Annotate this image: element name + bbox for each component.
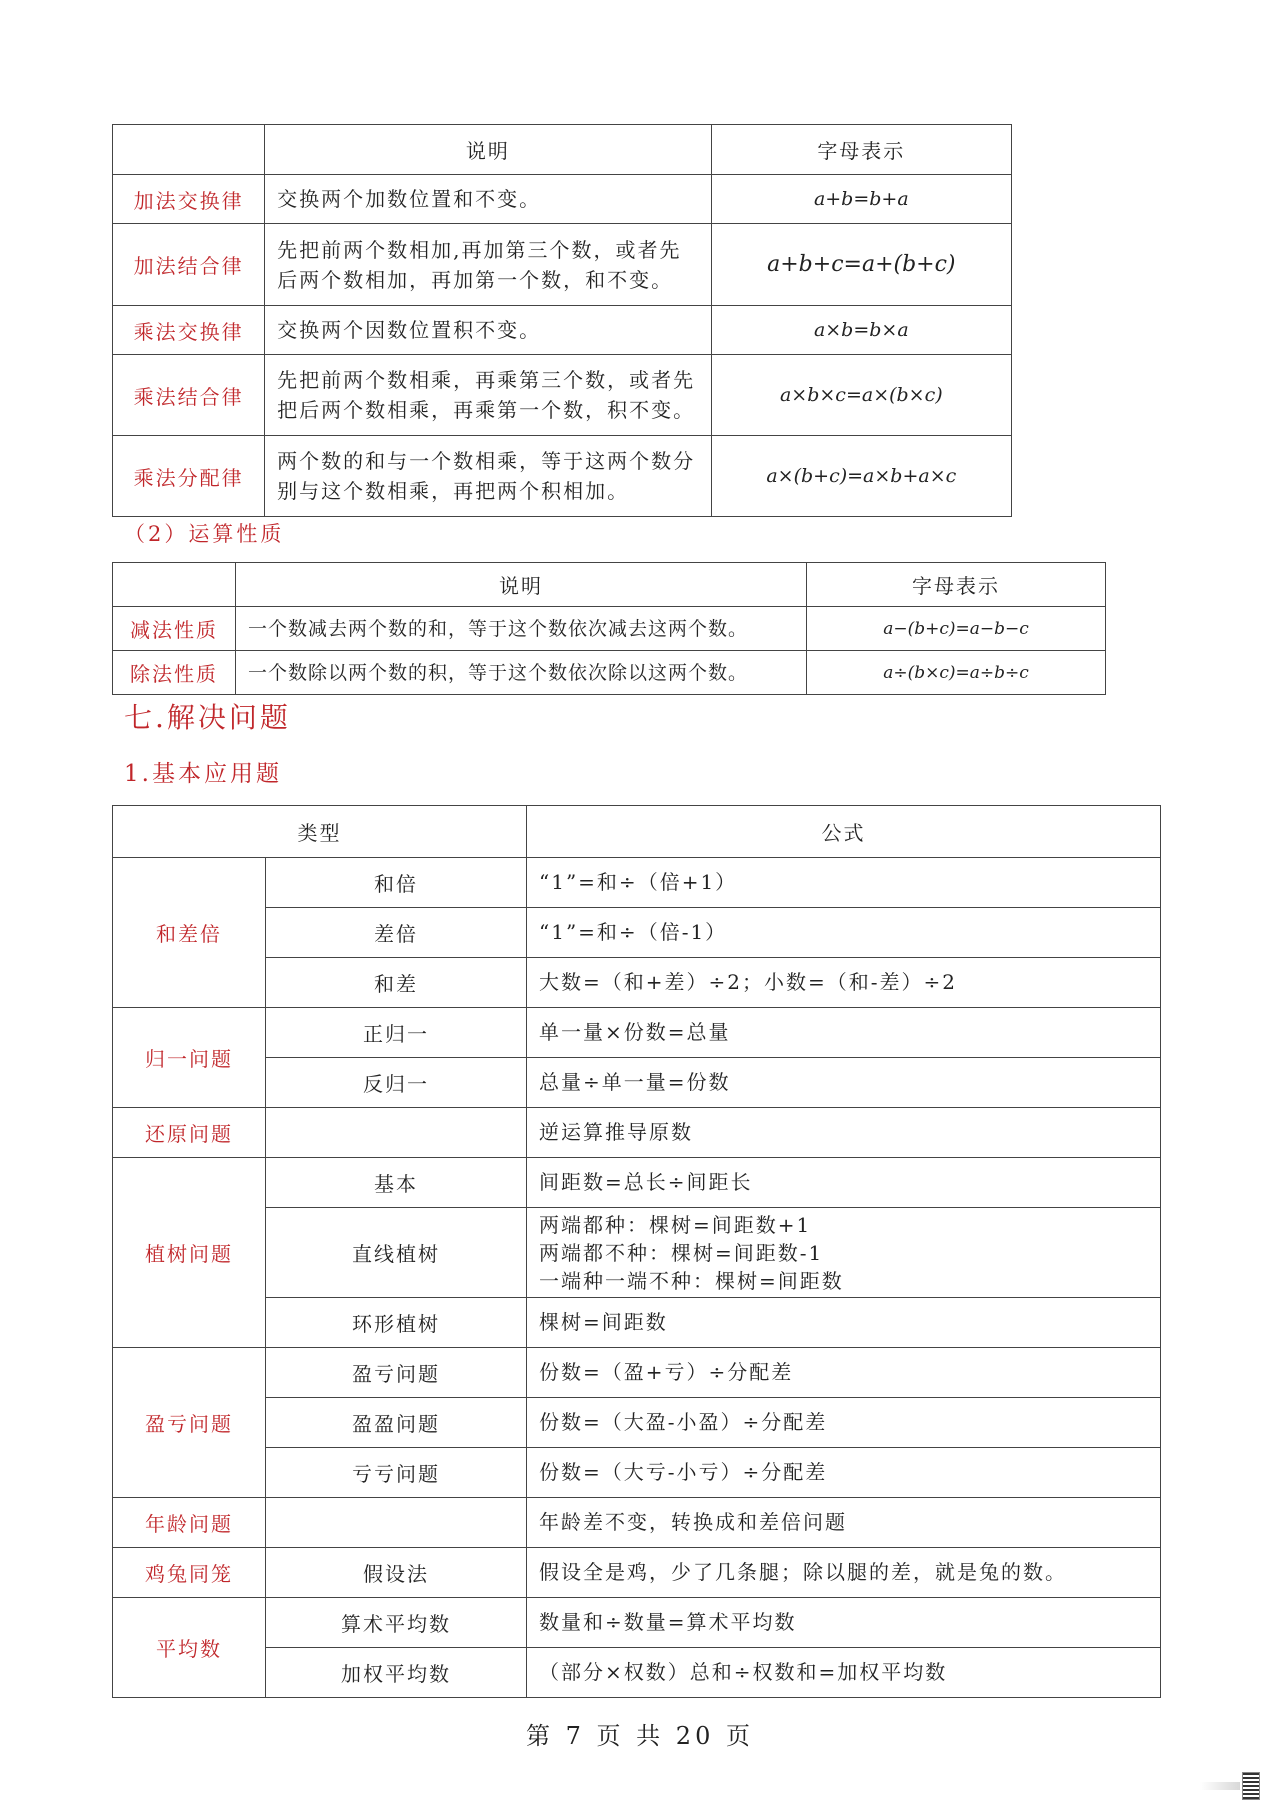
table-row	[113, 858, 1161, 908]
group-name: 和差倍	[113, 858, 266, 1008]
property-description: 一个数减去两个数的和，等于这个数依次减去这两个数。	[236, 607, 807, 651]
table-row	[113, 1348, 1161, 1398]
law-description: 交换两个因数位置积不变。	[265, 306, 711, 355]
property-description: 一个数除以两个数的积，等于这个数依次除以这两个数。	[236, 651, 807, 695]
header-description: 说明	[236, 563, 807, 607]
table-row	[113, 224, 1012, 306]
law-description: 先把前两个数相乘，再乘第三个数，或者先把后两个数相乘，再乘第一个数，积不变。	[265, 355, 711, 436]
scroll-track	[1200, 1782, 1240, 1790]
table-row	[113, 1008, 1161, 1058]
formula: 逆运算推导原数	[527, 1108, 1161, 1158]
scroll-handle-icon[interactable]	[1242, 1772, 1260, 1800]
formula: 份数=（大亏-小亏）÷分配差	[527, 1448, 1161, 1498]
subsection-title: 1.基本应用题	[124, 761, 282, 787]
formula: 年龄差不变，转换成和差倍问题	[527, 1498, 1161, 1548]
applications-table	[112, 805, 1161, 1698]
law-description: 两个数的和与一个数相乘，等于这两个数分别与这个数相乘，再把两个积相加。	[265, 436, 711, 517]
table-row	[113, 1398, 1161, 1448]
subtype: 反归一	[266, 1058, 527, 1108]
law-formula: a×b=b×a	[711, 306, 1011, 355]
section-title: 七.解决问题	[124, 701, 291, 734]
header-description: 说明	[265, 125, 711, 175]
subtype: 和倍	[266, 858, 527, 908]
subtype: 盈盈问题	[266, 1398, 527, 1448]
law-name: 加法交换律	[113, 175, 265, 224]
table-row	[113, 958, 1161, 1008]
formula: 总量÷单一量=份数	[527, 1058, 1161, 1108]
formula: 单一量×份数=总量	[527, 1008, 1161, 1058]
formula-multiline	[527, 1208, 1161, 1298]
property-name: 除法性质	[113, 651, 236, 695]
table-row	[113, 1648, 1161, 1698]
subtype	[266, 1108, 527, 1158]
subtype	[266, 1498, 527, 1548]
law-formula: a+b+c=a+(b+c)	[711, 224, 1011, 306]
subtype: 加权平均数	[266, 1648, 527, 1698]
table-row	[113, 1108, 1161, 1158]
table-row	[113, 355, 1012, 436]
law-formula: a×(b+c)=a×b+a×c	[711, 436, 1011, 517]
formula-line: 一端种一端不种：棵树=间距数	[539, 1268, 844, 1293]
header-blank	[113, 563, 236, 607]
law-name: 乘法交换律	[113, 306, 265, 355]
formula: “1”=和÷（倍+1）	[527, 858, 1161, 908]
formula: 间距数=总长÷间距长	[527, 1158, 1161, 1208]
formula: 份数=（盈+亏）÷分配差	[527, 1348, 1161, 1398]
scroll-grip[interactable]	[1200, 1770, 1262, 1800]
property-formula: a−(b+c)=a−b−c	[807, 607, 1106, 651]
group-name: 年龄问题	[113, 1498, 266, 1548]
table-row	[113, 1058, 1161, 1108]
subtype: 环形植树	[266, 1298, 527, 1348]
law-name: 加法结合律	[113, 224, 265, 306]
law-formula: a+b=b+a	[711, 175, 1011, 224]
group-name: 盈亏问题	[113, 1348, 266, 1498]
formula: 大数=（和+差）÷2；小数=（和-差）÷2	[527, 958, 1161, 1008]
subtype: 亏亏问题	[266, 1448, 527, 1498]
table-row	[113, 1598, 1161, 1648]
formula: 数量和÷数量=算术平均数	[527, 1598, 1161, 1648]
table-row	[113, 436, 1012, 517]
header-type: 类型	[113, 806, 527, 858]
formula-line: 两端都种：棵树=间距数+1	[539, 1212, 812, 1237]
subtype: 基本	[266, 1158, 527, 1208]
subtype: 假设法	[266, 1548, 527, 1598]
header-blank	[113, 125, 265, 175]
law-description: 交换两个加数位置和不变。	[265, 175, 711, 224]
group-name: 还原问题	[113, 1108, 266, 1158]
subtype: 算术平均数	[266, 1598, 527, 1648]
law-name: 乘法结合律	[113, 355, 265, 436]
table-row	[113, 1448, 1161, 1498]
table-header-row	[113, 563, 1106, 607]
table-row	[113, 175, 1012, 224]
properties-heading: （2）运算性质	[124, 522, 285, 546]
group-name: 植树问题	[113, 1158, 266, 1348]
table-row	[113, 1498, 1161, 1548]
formula: 棵树=间距数	[527, 1298, 1161, 1348]
header-formula: 公式	[527, 806, 1161, 858]
law-description: 先把前两个数相加,再加第三个数，或者先后两个数相加，再加第一个数，和不变。	[265, 224, 711, 306]
header-formula: 字母表示	[807, 563, 1106, 607]
table-row	[113, 1158, 1161, 1208]
property-name: 减法性质	[113, 607, 236, 651]
group-name: 平均数	[113, 1598, 266, 1698]
table-row	[113, 908, 1161, 958]
group-name: 归一问题	[113, 1008, 266, 1108]
operation-laws-table	[112, 124, 1012, 517]
subtype: 正归一	[266, 1008, 527, 1058]
table-row	[113, 651, 1106, 695]
property-formula: a÷(b×c)=a÷b÷c	[807, 651, 1106, 695]
table-header-row	[113, 125, 1012, 175]
table-header-row	[113, 806, 1161, 858]
formula: 假设全是鸡，少了几条腿；除以腿的差，就是兔的数。	[527, 1548, 1161, 1598]
table-row	[113, 1208, 1161, 1298]
formula-line: 两端都不种：棵树=间距数-1	[539, 1240, 824, 1265]
subtype: 直线植树	[266, 1208, 527, 1298]
table-row	[113, 607, 1106, 651]
law-name: 乘法分配律	[113, 436, 265, 517]
subtype: 盈亏问题	[266, 1348, 527, 1398]
table-row	[113, 1548, 1161, 1598]
table-row	[113, 306, 1012, 355]
formula: “1”=和÷（倍-1）	[527, 908, 1161, 958]
table-row	[113, 1298, 1161, 1348]
group-name: 鸡兔同笼	[113, 1548, 266, 1598]
header-formula: 字母表示	[711, 125, 1011, 175]
formula: （部分×权数）总和÷权数和=加权平均数	[527, 1648, 1161, 1698]
subtype: 和差	[266, 958, 527, 1008]
page-footer: 第 7 页 共 20 页	[526, 1722, 754, 1750]
operation-properties-table	[112, 562, 1106, 695]
formula: 份数=（大盈-小盈）÷分配差	[527, 1398, 1161, 1448]
subtype: 差倍	[266, 908, 527, 958]
law-formula: a×b×c=a×(b×c)	[711, 355, 1011, 436]
